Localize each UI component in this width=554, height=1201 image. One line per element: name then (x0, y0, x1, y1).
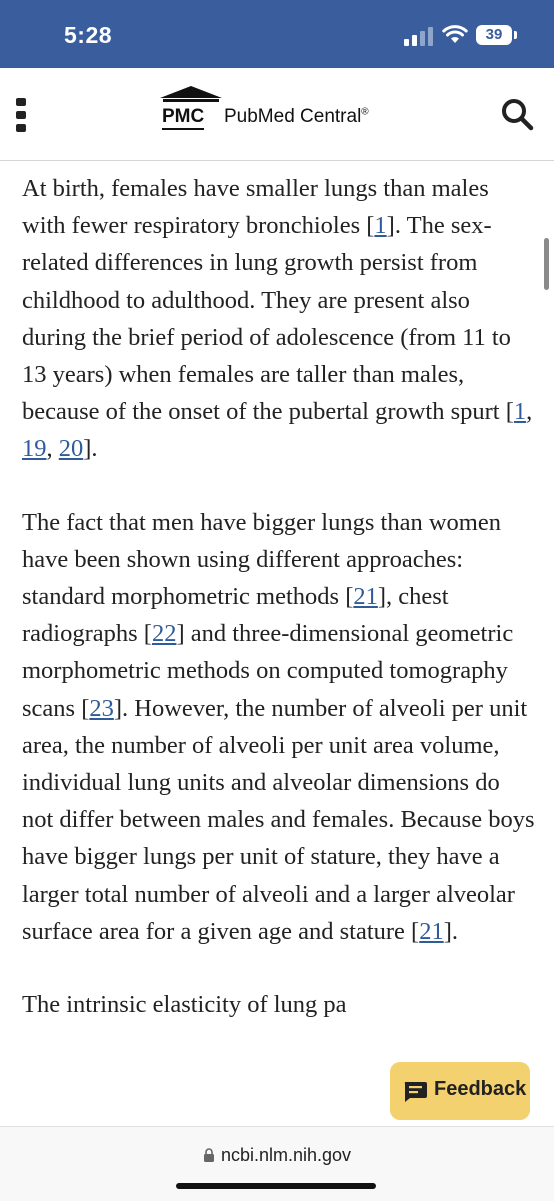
article-body (22, 170, 537, 1059)
text: , (46, 435, 59, 463)
reference-link[interactable]: 19 (22, 435, 47, 463)
chat-bubble-icon (402, 1081, 428, 1103)
logo-name-text (224, 106, 369, 128)
reference-link[interactable]: 23 (89, 694, 114, 722)
text: , (526, 398, 533, 426)
reference-link[interactable]: 20 (58, 435, 84, 463)
browser-bottom-bar (0, 1126, 554, 1201)
paragraph (22, 986, 537, 1023)
wifi-icon (442, 24, 468, 44)
logo-name: PubMed Central (224, 106, 362, 127)
text: The fact that men have bigger lungs than women have been shown using different approaches: standard morphometric methods [ (22, 508, 501, 611)
search-icon[interactable] (500, 97, 534, 131)
paragraph (22, 504, 537, 950)
text: ]. The sex-related differences in lung growth persist from childhood to adulthood. They are present also during the brief period of adolescence (from 11 to 13 years) when females are taller than males, because of the onset of the pubertal growth spurt [ (22, 212, 514, 426)
logo-roof-icon (160, 86, 222, 104)
reference-link[interactable]: 21 (419, 917, 444, 945)
battery-icon: 39 (476, 25, 512, 45)
registered-mark: ® (361, 106, 369, 118)
feedback-button[interactable] (390, 1062, 530, 1120)
reference-link[interactable]: 22 (151, 620, 177, 648)
lock-icon (203, 1148, 215, 1162)
battery-nub (514, 31, 517, 39)
url-text: ncbi.nlm.nih.gov (220, 1145, 352, 1165)
text: At birth, females have smaller lungs than males with fewer respiratory bronchioles [ (22, 175, 489, 240)
scrollbar[interactable] (544, 238, 549, 290)
reference-link[interactable]: 1 (513, 398, 527, 426)
paragraph (22, 170, 537, 468)
home-indicator[interactable] (176, 1183, 376, 1189)
cellular-signal-icon (404, 26, 434, 46)
text: The intrinsic elasticity of lung pa (22, 991, 347, 1019)
text: ] and three-dimensional geometric morphometric methods on computed tomography scans [ (22, 620, 514, 722)
reference-link[interactable]: 21 (353, 583, 378, 611)
address-bar[interactable] (0, 1145, 554, 1166)
clock: 5:28 (64, 22, 113, 48)
menu-icon[interactable] (14, 98, 28, 132)
logo-pmc-text: PMC (162, 106, 204, 130)
text: ]. (443, 917, 459, 945)
text: ]. (83, 435, 98, 463)
pmc-logo[interactable] (160, 86, 400, 146)
app-header (0, 68, 554, 161)
feedback-label: Feedback (434, 1078, 527, 1100)
status-bar (0, 0, 554, 68)
text: ]. However, the number of alveoli per unit area, the number of alveoli per unit area volume, individual lung units and alveolar dimensions do not differ between males and females. Because boys have bigger lungs per unit of stature, they have a larger total number of alveoli and a larger alveolar surface area for a given age and stature [ (22, 694, 535, 945)
text: ], chest radiographs [ (22, 583, 449, 648)
reference-link[interactable]: 1 (374, 212, 387, 240)
